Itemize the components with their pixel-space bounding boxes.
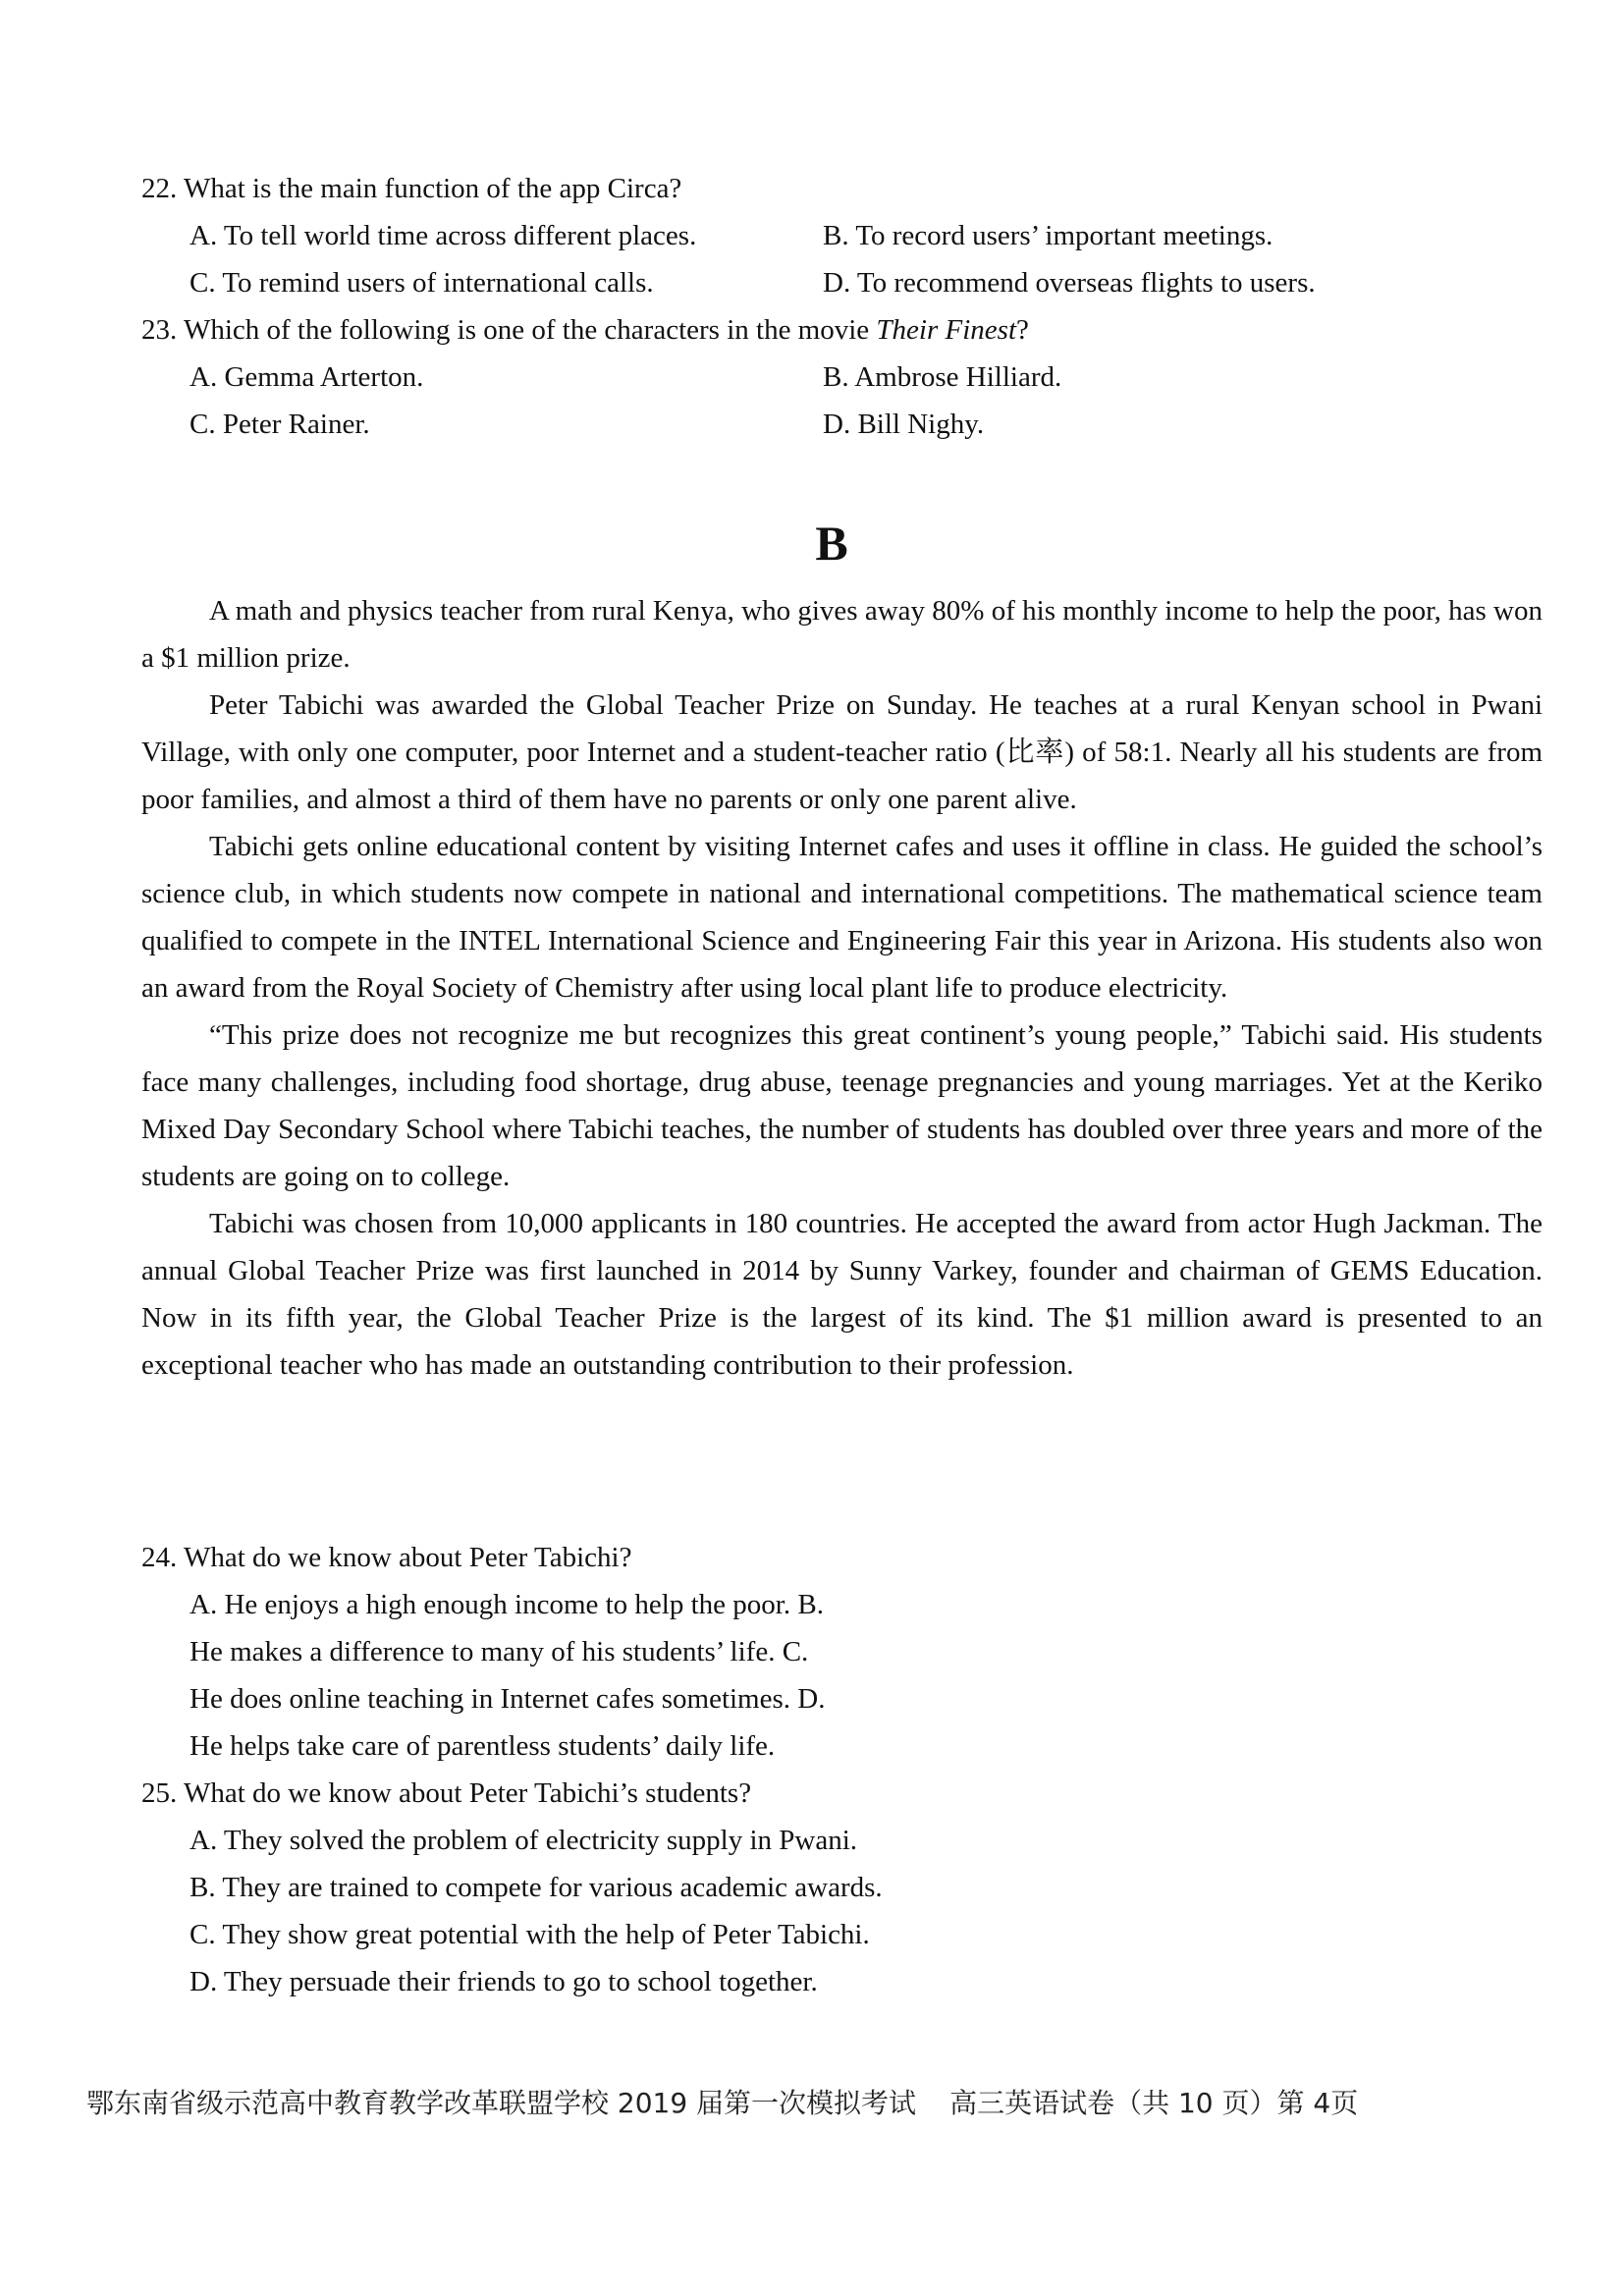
question-24-line: He helps take care of parentless students’ daily life. bbox=[189, 1730, 776, 1762]
question-25-option-b: B. They are trained to compete for various academic awards. bbox=[189, 1872, 883, 1903]
reading-passage bbox=[141, 587, 1543, 1389]
question-23-option-b: B. Ambrose Hilliard. bbox=[823, 361, 1062, 393]
section-heading: B bbox=[815, 516, 848, 571]
question-24-line: A. He enjoys a high enough income to help the poor. B. bbox=[189, 1589, 824, 1620]
passage-paragraph: A math and physics teacher from rural Kenya, who gives away 80% of his monthly income to help the poor, has won a $1 million prize. bbox=[141, 595, 1543, 674]
passage-paragraph: “This prize does not recognize me but recognizes this great continent’s young people,” Tabichi said. His students face many challenges, including food shortage, drug abuse, teenage pregnancies and young marriages. Yet at the Keriko Mixed Day Secondary School where Tabichi teaches, the number of students has doubled over three years and more of the students are going on to college. bbox=[141, 1019, 1543, 1192]
question-22-option-a: A. To tell world time across different places. bbox=[189, 220, 697, 251]
movie-title: Their Finest bbox=[876, 314, 1017, 346]
question-23-option-a: A. Gemma Arterton. bbox=[189, 361, 424, 393]
question-23-option-d: D. Bill Nighy. bbox=[823, 409, 985, 440]
passage-paragraph: Tabichi was chosen from 10,000 applicants in 180 countries. He accepted the award from actor Hugh Jackman. The annual Global Teacher Prize was first launched in 2014 by Sunny Varkey, founder and chairman of GEMS Education. Now in its fifth year, the Global Teacher Prize is the largest of its kind. The $1 million award is presented to an exceptional teacher who has made an outstanding contribution to their profession. bbox=[141, 1208, 1543, 1381]
question-24-stem: 24. What do we know about Peter Tabichi? bbox=[141, 1542, 632, 1573]
question-23-option-c: C. Peter Rainer. bbox=[189, 409, 370, 440]
question-22-option-b: B. To record users’ important meetings. bbox=[823, 220, 1273, 251]
paper-info: 高三英语试卷（共 10 页）第 4页 bbox=[949, 2087, 1359, 2119]
question-24-line: He makes a difference to many of his students’ life. C. bbox=[189, 1636, 809, 1667]
question-25-option-d: D. They persuade their friends to go to school together. bbox=[189, 1966, 818, 1997]
question-22-stem: 22. What is the main function of the app Circa? bbox=[141, 173, 682, 204]
question-23-stem-suffix: ? bbox=[1016, 314, 1029, 346]
question-23-stem bbox=[141, 306, 1029, 354]
page-footer bbox=[86, 2080, 1540, 2127]
question-23-stem-prefix: 23. Which of the following is one of the characters in the movie bbox=[141, 314, 877, 346]
exam-title: 鄂东南省级示范高中教育教学改革联盟学校 2019 届第一次模拟考试 bbox=[86, 2087, 917, 2119]
question-24-line: He does online teaching in Internet cafes sometimes. D. bbox=[189, 1683, 826, 1715]
question-25-stem: 25. What do we know about Peter Tabichi’s students? bbox=[141, 1777, 752, 1809]
question-25-option-c: C. They show great potential with the help of Peter Tabichi. bbox=[189, 1919, 870, 1950]
question-22-option-d: D. To recommend overseas flights to users. bbox=[823, 267, 1316, 299]
passage-paragraph: Tabichi gets online educational content by visiting Internet cafes and uses it offline in class. He guided the school’s science club, in which students now compete in national and international competitions. The mathematical science team qualified to compete in the INTEL International Science and Engineering Fair this year in Arizona. His students also won an award from the Royal Society of Chemistry after using local plant life to produce electricity. bbox=[141, 831, 1543, 1004]
question-25-option-a: A. They solved the problem of electricity supply in Pwani. bbox=[189, 1825, 858, 1856]
passage-paragraph: Peter Tabichi was awarded the Global Teacher Prize on Sunday. He teaches at a rural Kenyan school in Pwani Village, with only one computer, poor Internet and a student-teacher ratio (比率) of 58:1. Nearly all his students are from poor families, and almost a third of them have no parents or only one parent alive. bbox=[141, 689, 1543, 815]
question-22-option-c: C. To remind users of international calls. bbox=[189, 267, 654, 299]
